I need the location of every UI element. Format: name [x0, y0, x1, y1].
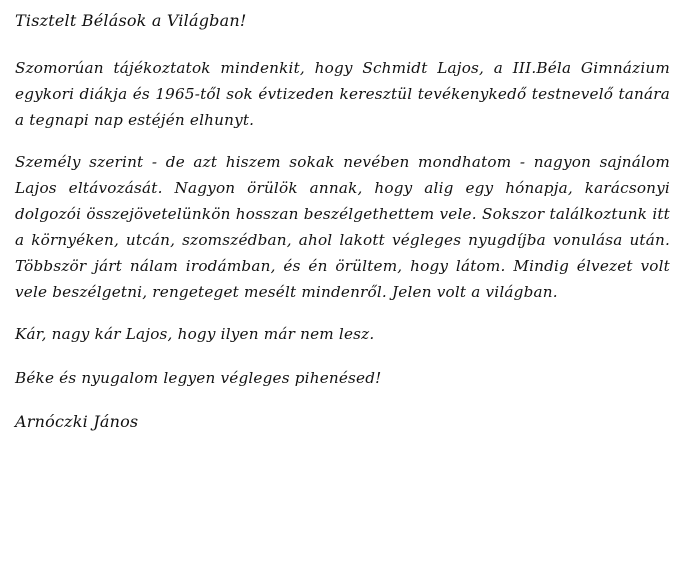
paragraph-farewell: Béke és nyugalom legyen végleges pihenésed! [15, 369, 382, 387]
letter-signature: Arnóczki János [15, 412, 139, 431]
letter-greeting: Tisztelt Bélások a Világban! [15, 11, 247, 30]
paragraph-personal-memory: Személy szerint - de azt hiszem sokak nevében mondhatom - nagyon sajnálom Lajos eltávozását. Nagyon örülök annak, hogy alig egy hónapja, karácsonyi dolgozói összejövetelünkön hosszan beszélgethettem vele. Sokszor találkoztunk itt a környéken, utcán, szomszédban, ahol lakott végleges nyugdíjba vonulása után. Többször járt nálam irodámban, és én örültem, hogy látom. Mindig élvezet volt vele beszélgetni, rengeteget mesélt mindenről. Jelen volt a világban. [15, 153, 670, 301]
paragraph-regret: Kár, nagy kár Lajos, hogy ilyen már nem lesz. [15, 325, 375, 343]
paragraph-announcement: Szomorúan tájékoztatok mindenkit, hogy Schmidt Lajos, a III.Béla Gimnázium egykori diákja és 1965-től sok évtizeden keresztül tevékenykedő testnevelő tanára a tegnapi nap estéjén elhunyt. [15, 59, 670, 129]
letter-body [15, 8, 670, 435]
